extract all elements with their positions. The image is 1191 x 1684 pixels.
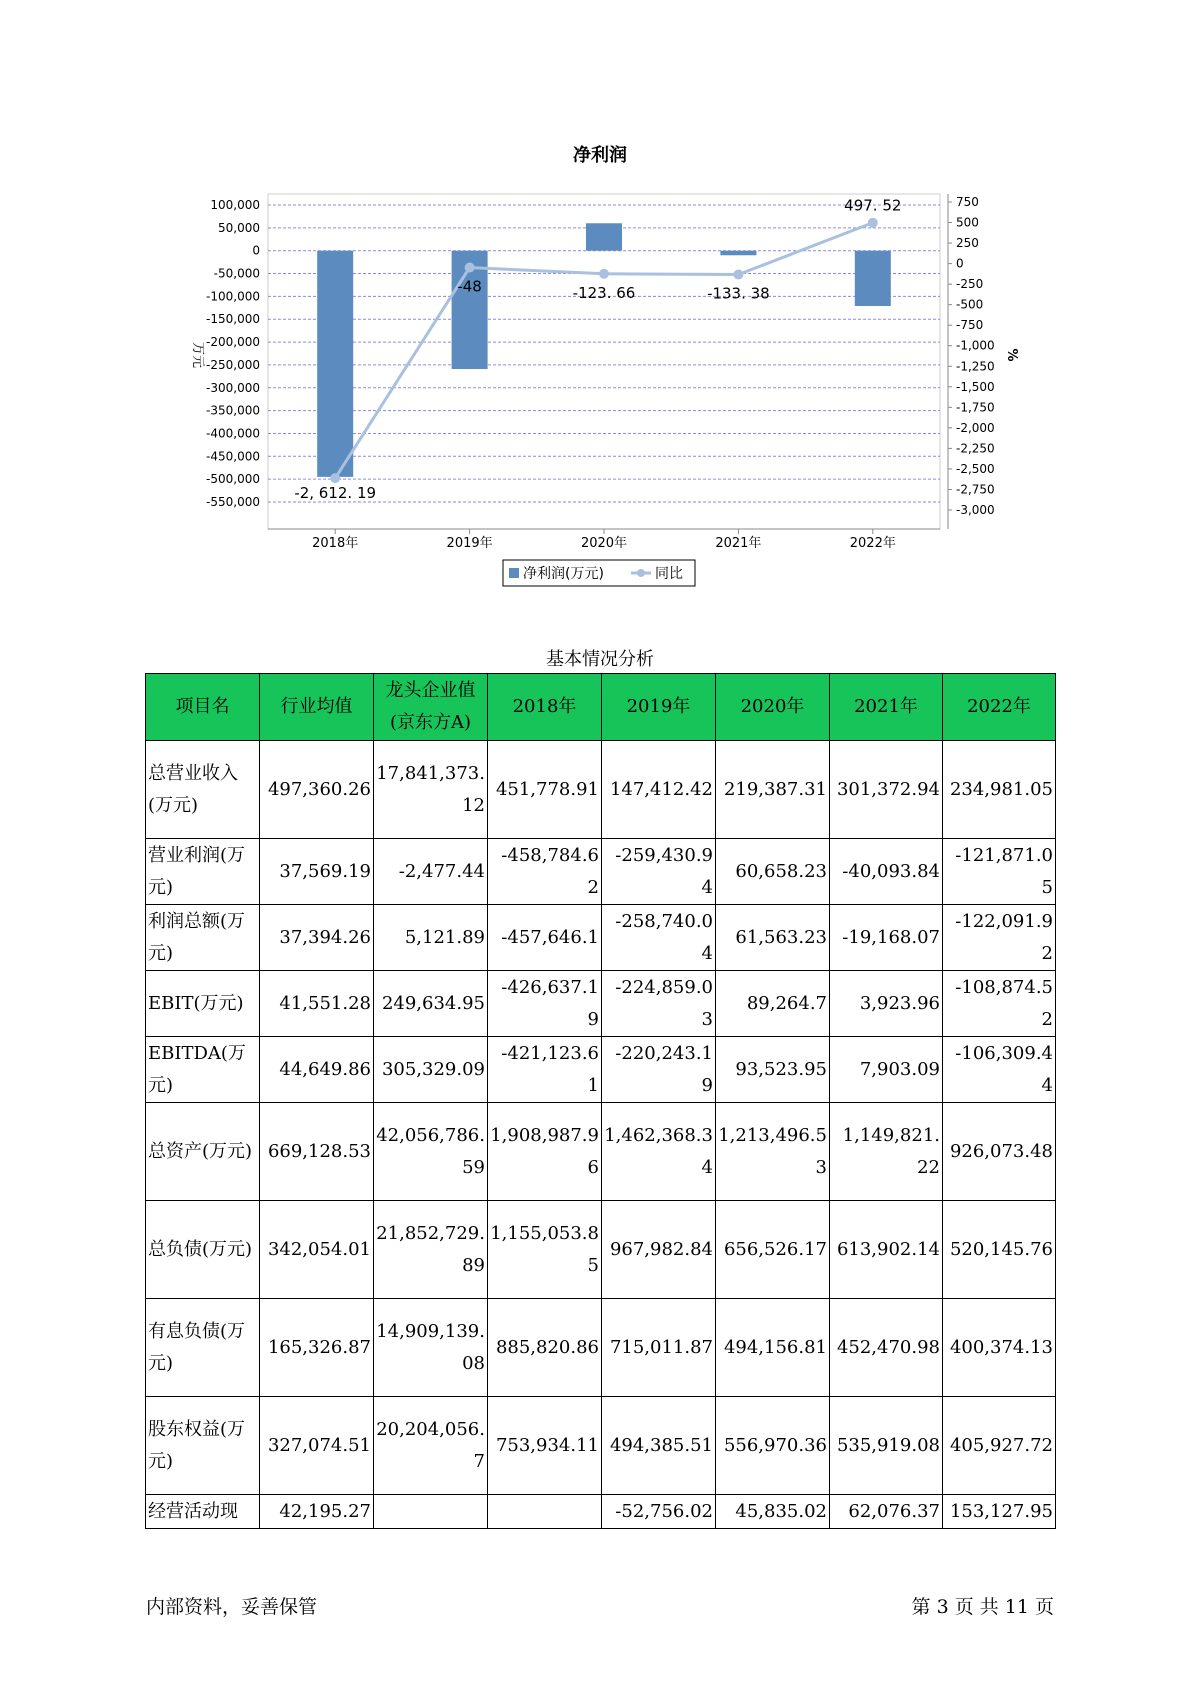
table-cell: 1,213,496.53 xyxy=(716,1103,830,1201)
table-cell: 62,076.37 xyxy=(830,1495,943,1529)
table-cell: 14,909,139.08 xyxy=(374,1299,488,1397)
table-cell: -259,430.94 xyxy=(602,839,716,905)
table-cell: 42,195.27 xyxy=(260,1495,374,1529)
chart-canvas xyxy=(0,0,1191,600)
table-cell: 41,551.28 xyxy=(260,971,374,1037)
y-tick-label: -200,000 xyxy=(206,335,260,350)
yoy-point xyxy=(465,263,475,273)
footer-page-number: 第 3 页 共 11 页 xyxy=(911,1596,1054,1618)
table-cell: 497,360.26 xyxy=(260,741,374,839)
table-caption: 基本情况分析 xyxy=(546,649,654,670)
y2-tick-label: -2,500 xyxy=(956,461,995,476)
yoy-point xyxy=(599,269,609,279)
x-tick-label: 2019年 xyxy=(446,536,493,551)
y-axis-label: 万元 xyxy=(190,341,205,369)
table-cell: 17,841,373.12 xyxy=(374,741,488,839)
table-cell: 342,054.01 xyxy=(260,1201,374,1299)
header-cell: 2022年 xyxy=(943,674,1056,741)
net-profit-chart xyxy=(0,0,1191,600)
table-cell: 556,970.36 xyxy=(716,1397,830,1495)
table-cell: 967,982.84 xyxy=(602,1201,716,1299)
data-label: 497. 52 xyxy=(844,196,902,215)
table-cell: -426,637.19 xyxy=(488,971,602,1037)
table-row xyxy=(146,741,1056,839)
legend-bar-swatch xyxy=(509,568,519,578)
chart-title: 净利润 xyxy=(573,145,627,166)
table-cell: 37,569.19 xyxy=(260,839,374,905)
x-tick-label: 2020年 xyxy=(580,536,628,551)
y-tick-label: -350,000 xyxy=(206,403,260,418)
table-cell: 494,385.51 xyxy=(602,1397,716,1495)
y-tick-label: -550,000 xyxy=(206,495,260,509)
header-cell: 龙头企业值(京东方A) xyxy=(374,674,488,741)
table-cell: 45,835.02 xyxy=(716,1495,830,1529)
y2-tick-label: -750 xyxy=(956,318,984,333)
row-label: 利润总额(万元) xyxy=(146,905,260,971)
table-row xyxy=(146,1299,1056,1397)
bar xyxy=(586,223,622,250)
y-tick-label: -400,000 xyxy=(206,426,260,441)
y2-tick-label: 500 xyxy=(956,215,979,230)
table-cell: 327,074.51 xyxy=(260,1397,374,1495)
header-cell: 2021年 xyxy=(830,674,943,741)
y-tick-label: 0 xyxy=(252,243,260,258)
y2-tick-label: -500 xyxy=(956,297,984,312)
data-label: -48 xyxy=(457,277,482,296)
table-row xyxy=(146,1495,1056,1529)
y2-tick-label: -1,750 xyxy=(956,400,995,415)
y2-tick-label: -1,500 xyxy=(956,379,995,394)
table-cell: 20,204,056.7 xyxy=(374,1397,488,1495)
y2-tick-label: -1,000 xyxy=(956,338,995,353)
row-label: EBIT(万元) xyxy=(146,971,260,1037)
y-tick-label: -50,000 xyxy=(213,266,260,281)
table-cell: 3,923.96 xyxy=(830,971,943,1037)
header-cell: 2020年 xyxy=(716,674,830,741)
legend-line-label: 同比 xyxy=(655,566,683,582)
table-cell: 613,902.14 xyxy=(830,1201,943,1299)
header-cell: 2019年 xyxy=(602,674,716,741)
table-cell: 451,778.91 xyxy=(488,741,602,839)
table-cell: 405,927.72 xyxy=(943,1397,1056,1495)
table-cell: 44,649.86 xyxy=(260,1037,374,1103)
table-cell: 1,155,053.85 xyxy=(488,1201,602,1299)
row-label: 有息负债(万元) xyxy=(146,1299,260,1397)
x-tick-label: 2018年 xyxy=(312,536,359,551)
table-cell: 61,563.23 xyxy=(716,905,830,971)
table-cell: -2,477.44 xyxy=(374,839,488,905)
footer-confidential-note: 内部资料，妥善保管 xyxy=(146,1596,318,1618)
y2-tick-label: -2,000 xyxy=(956,420,995,435)
table-cell: 147,412.42 xyxy=(602,741,716,839)
table-cell: 656,526.17 xyxy=(716,1201,830,1299)
table-row xyxy=(146,1103,1056,1201)
table-cell: 494,156.81 xyxy=(716,1299,830,1397)
y2-axis-label: % xyxy=(1004,348,1019,362)
table-cell: 60,658.23 xyxy=(716,839,830,905)
row-label: 总负债(万元) xyxy=(146,1201,260,1299)
table-cell: 93,523.95 xyxy=(716,1037,830,1103)
row-label: 总营业收入(万元) xyxy=(146,741,260,839)
table-cell: 249,634.95 xyxy=(374,971,488,1037)
bar xyxy=(317,251,353,477)
row-label: 总资产(万元) xyxy=(146,1103,260,1201)
table-cell: -457,646.1 xyxy=(488,905,602,971)
table-cell: -40,093.84 xyxy=(830,839,943,905)
table-cell: -122,091.92 xyxy=(943,905,1056,971)
table-cell: -224,859.03 xyxy=(602,971,716,1037)
table-cell: 400,374.13 xyxy=(943,1299,1056,1397)
legend-line-marker xyxy=(637,569,645,577)
y-tick-label: -300,000 xyxy=(206,380,260,395)
table-cell: -52,756.02 xyxy=(602,1495,716,1529)
table-cell: 885,820.86 xyxy=(488,1299,602,1397)
y2-tick-label: -3,000 xyxy=(956,503,995,517)
header-cell: 项目名 xyxy=(146,674,260,741)
table-cell: 452,470.98 xyxy=(830,1299,943,1397)
table-header-row xyxy=(146,674,1056,741)
y-tick-label: -500,000 xyxy=(206,472,260,487)
table-cell: 89,264.7 xyxy=(716,971,830,1037)
table-row xyxy=(146,1201,1056,1299)
x-tick-label: 2022年 xyxy=(849,536,896,551)
table-cell: -121,871.05 xyxy=(943,839,1056,905)
table-cell: 305,329.09 xyxy=(374,1037,488,1103)
table-cell: 5,121.89 xyxy=(374,905,488,971)
legend-bar-label: 净利润(万元) xyxy=(523,566,604,582)
y-tick-label: -450,000 xyxy=(206,449,260,464)
table-cell: 1,149,821.22 xyxy=(830,1103,943,1201)
table-row xyxy=(146,1037,1056,1103)
y2-tick-label: -2,250 xyxy=(956,441,995,456)
table-cell: -19,168.07 xyxy=(830,905,943,971)
bar xyxy=(720,251,756,256)
table-cell: 535,919.08 xyxy=(830,1397,943,1495)
table-cell: 669,128.53 xyxy=(260,1103,374,1201)
y-tick-label: -250,000 xyxy=(206,357,260,372)
table-cell: -458,784.62 xyxy=(488,839,602,905)
table-row xyxy=(146,971,1056,1037)
data-label: -123. 66 xyxy=(572,283,636,302)
y-tick-label: 50,000 xyxy=(218,220,260,235)
table-cell: 219,387.31 xyxy=(716,741,830,839)
y2-tick-label: 750 xyxy=(956,195,979,209)
table-cell: 234,981.05 xyxy=(943,741,1056,839)
table-cell: 715,011.87 xyxy=(602,1299,716,1397)
table-row xyxy=(146,905,1056,971)
y2-tick-label: 0 xyxy=(956,256,964,271)
y2-tick-label: -250 xyxy=(956,277,984,292)
y-tick-label: -150,000 xyxy=(206,312,260,327)
table-cell: 153,127.95 xyxy=(943,1495,1056,1529)
yoy-point xyxy=(330,473,340,483)
header-cell: 行业均值 xyxy=(260,674,374,741)
row-label: 股东权益(万元) xyxy=(146,1397,260,1495)
bar xyxy=(855,251,891,306)
data-label: -133. 38 xyxy=(707,284,770,303)
table-row xyxy=(146,1397,1056,1495)
row-label: EBITDA(万元) xyxy=(146,1037,260,1103)
table-cell: -220,243.19 xyxy=(602,1037,716,1103)
table-cell xyxy=(488,1495,602,1529)
yoy-point xyxy=(868,218,878,228)
basic-analysis-table xyxy=(145,673,1056,1529)
y2-tick-label: 250 xyxy=(956,236,979,251)
table-cell: 1,908,987.96 xyxy=(488,1103,602,1201)
y2-tick-label: -2,750 xyxy=(956,482,995,497)
table-cell xyxy=(374,1495,488,1529)
y-tick-label: -100,000 xyxy=(206,289,260,304)
y2-tick-label: -1,250 xyxy=(956,359,995,374)
table-cell: -421,123.61 xyxy=(488,1037,602,1103)
yoy-point xyxy=(733,270,743,280)
row-label: 营业利润(万元) xyxy=(146,839,260,905)
table-cell: 520,145.76 xyxy=(943,1201,1056,1299)
table-cell: 1,462,368.34 xyxy=(602,1103,716,1201)
table-cell: -108,874.52 xyxy=(943,971,1056,1037)
table-cell: 42,056,786.59 xyxy=(374,1103,488,1201)
table-cell: 301,372.94 xyxy=(830,741,943,839)
table-row xyxy=(146,839,1056,905)
table-cell: -258,740.04 xyxy=(602,905,716,971)
table-cell: 753,934.11 xyxy=(488,1397,602,1495)
yoy-line xyxy=(335,223,873,478)
table-cell: -106,309.44 xyxy=(943,1037,1056,1103)
table-cell: 37,394.26 xyxy=(260,905,374,971)
table-cell: 21,852,729.89 xyxy=(374,1201,488,1299)
y-tick-label: 100,000 xyxy=(210,198,260,212)
data-label: -2, 612. 19 xyxy=(294,484,377,503)
row-label: 经营活动现 xyxy=(146,1495,260,1529)
x-tick-label: 2021年 xyxy=(715,536,762,551)
table-cell: 926,073.48 xyxy=(943,1103,1056,1201)
table-cell: 165,326.87 xyxy=(260,1299,374,1397)
header-cell: 2018年 xyxy=(488,674,602,741)
table-cell: 7,903.09 xyxy=(830,1037,943,1103)
